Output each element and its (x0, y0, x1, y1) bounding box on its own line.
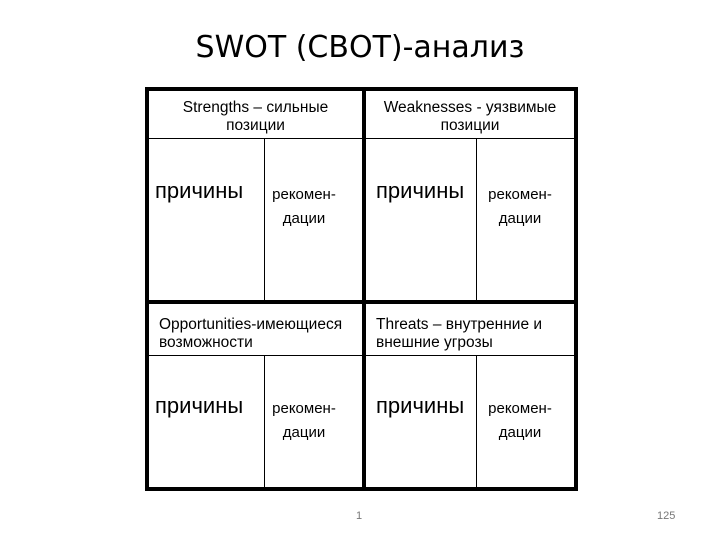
threats-rec-line2: дации (498, 424, 542, 441)
strengths-quadrant (149, 91, 362, 300)
strengths-rec-line2: дации (282, 210, 326, 227)
weaknesses-rec-line1: рекомен- (488, 186, 552, 203)
threats-rec-line1: рекомен- (488, 400, 552, 417)
threats-reasons: причины (376, 393, 465, 418)
weaknesses-reasons: причины (376, 178, 465, 203)
weaknesses-rec-line2: дации (498, 210, 542, 227)
page-number: 125 (657, 510, 676, 522)
opportunities-reasons: причины (155, 393, 244, 418)
opportunities-header-line2: возможности (159, 334, 253, 351)
weaknesses-header-line2: позиции (440, 117, 500, 134)
weaknesses-column-divider (476, 139, 477, 300)
threats-header (366, 304, 574, 356)
slide-title: SWOT (СВОТ)-анализ (195, 30, 525, 65)
strengths-rec-line1: рекомен- (272, 186, 336, 203)
opportunities-header (149, 304, 362, 356)
threats-quadrant (366, 304, 574, 491)
opportunities-header-line1: Opportunities-имеющиеся (159, 316, 343, 333)
threats-recommendations (480, 397, 560, 445)
weaknesses-header-line1: Weaknesses - уязвимые (383, 99, 557, 116)
weaknesses-quadrant (366, 91, 574, 300)
opportunities-rec-line2: дации (282, 424, 326, 441)
strengths-header-line2: позиции (226, 117, 285, 134)
strengths-recommendations (265, 183, 343, 231)
strengths-reasons: причины (155, 178, 244, 203)
weaknesses-recommendations (480, 183, 560, 231)
strengths-header (149, 91, 362, 139)
strengths-header-line1: Strengths – сильные (182, 99, 329, 116)
weaknesses-header (366, 91, 574, 139)
threats-column-divider (476, 356, 477, 491)
threats-header-line1: Threats – внутренние и (376, 316, 543, 333)
opportunities-recommendations (265, 397, 343, 445)
footer-left-number: 1 (356, 510, 363, 522)
threats-header-line2: внешние угрозы (376, 334, 493, 351)
swot-grid (145, 87, 578, 491)
opportunities-rec-line1: рекомен- (272, 400, 336, 417)
opportunities-quadrant (149, 304, 362, 491)
